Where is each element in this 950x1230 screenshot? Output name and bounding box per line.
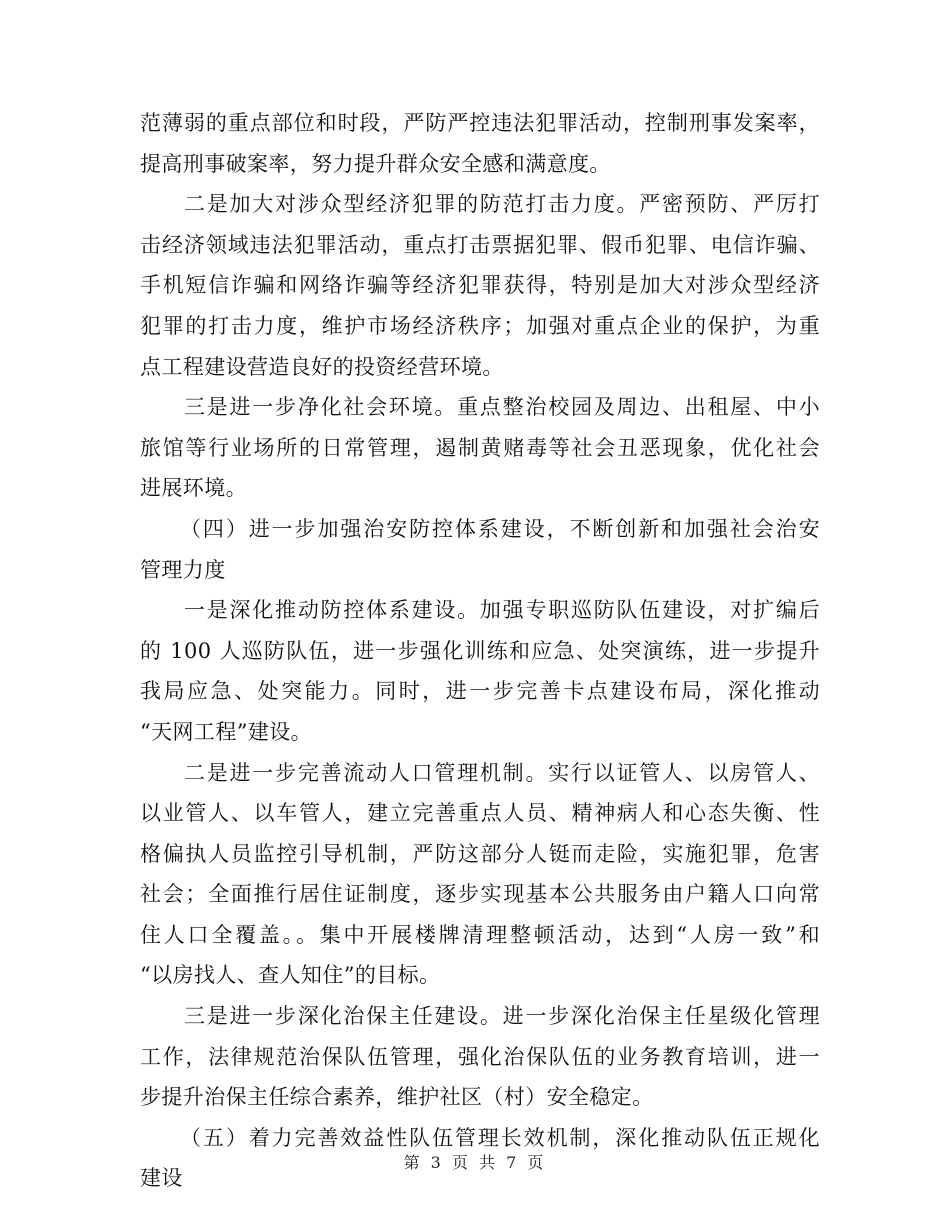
text-line: 范薄弱的重点部位和时段，严防严控违法犯罪活动，控制刑事发案率， xyxy=(140,111,820,135)
text-line: “以房找人、查人知住”的目标。 xyxy=(140,963,441,988)
text-line: 我局应急、处突能力。同时，进一步完善卡点建设布局，深化推动 xyxy=(140,679,820,704)
text-line: 的 100 人巡防队伍，进一步强化训练和应急、处突演练，进一步提升 xyxy=(140,638,820,663)
text-line: 住人口全覆盖。。集中开展楼牌清理整顿活动，达到“人房一致”和 xyxy=(140,922,820,947)
text-line: 格偏执人员监控引导机制，严防这部分人铤而走险，实施犯罪，危害 xyxy=(140,841,820,866)
text-line: 点工程建设营造良好的投资经营环境。 xyxy=(140,354,504,379)
paragraph-start-line: 二是加大对涉众型经济犯罪的防范打击力度。严密预防、严厉打 xyxy=(184,192,820,217)
text-line: 进展环境。 xyxy=(140,476,247,501)
document-body xyxy=(140,103,820,1199)
section-heading-line: 建设 xyxy=(140,1166,183,1191)
text-line: 手机短信诈骗和网络诈骗等经济犯罪获得，特别是加大对涉众型经济 xyxy=(140,273,820,298)
text-line: 犯罪的打击力度，维护市场经济秩序；加强对重点企业的保护，为重 xyxy=(140,313,820,338)
text-line: 工作，法律规范治保队伍管理，强化治保队伍的业务教育培训，进一 xyxy=(140,1044,820,1069)
text-line: 击经济领域违法犯罪活动，重点打击票据犯罪、假币犯罪、电信诈骗、 xyxy=(140,232,820,257)
section-heading-line: （五）着力完善效益性队伍管理长效机制，深化推动队伍正规化 xyxy=(180,1125,820,1150)
paragraph-start-line: 三是进一步净化社会环境。重点整治校园及周边、出租屋、中小 xyxy=(184,395,820,420)
text-line: 以业管人、以车管人，建立完善重点人员、精神病人和心态失衡、性 xyxy=(140,801,820,826)
section-heading-line: 管理力度 xyxy=(140,557,226,582)
section-heading-line: （四）进一步加强治安防控体系建设，不断创新和加强社会治安 xyxy=(180,516,820,541)
paragraph-start-line: 三是进一步深化治保主任建设。进一步深化治保主任星级化管理 xyxy=(184,1004,820,1029)
text-line: “天网工程”建设。 xyxy=(140,719,313,744)
paragraph-start-line: 二是进一步完善流动人口管理机制。实行以证管人、以房管人、 xyxy=(184,760,820,785)
text-line: 提高刑事破案率，努力提升群众安全感和满意度。 xyxy=(140,151,611,176)
paragraph-start-line: 一是深化推动防控体系建设。加强专职巡防队伍建设，对扩编后 xyxy=(184,598,820,623)
text-line: 步提升治保主任综合素养，维护社区（村）安全稳定。 xyxy=(140,1085,654,1110)
text-line: 社会；全面推行居住证制度，逐步实现基本公共服务由户籍人口向常 xyxy=(140,882,820,907)
text-line: 旅馆等行业场所的日常管理，遏制黄赌毒等社会丑恶现象，优化社会 xyxy=(140,435,820,460)
page-number-footer: 第 3 页 共 7 页 xyxy=(403,1153,547,1172)
